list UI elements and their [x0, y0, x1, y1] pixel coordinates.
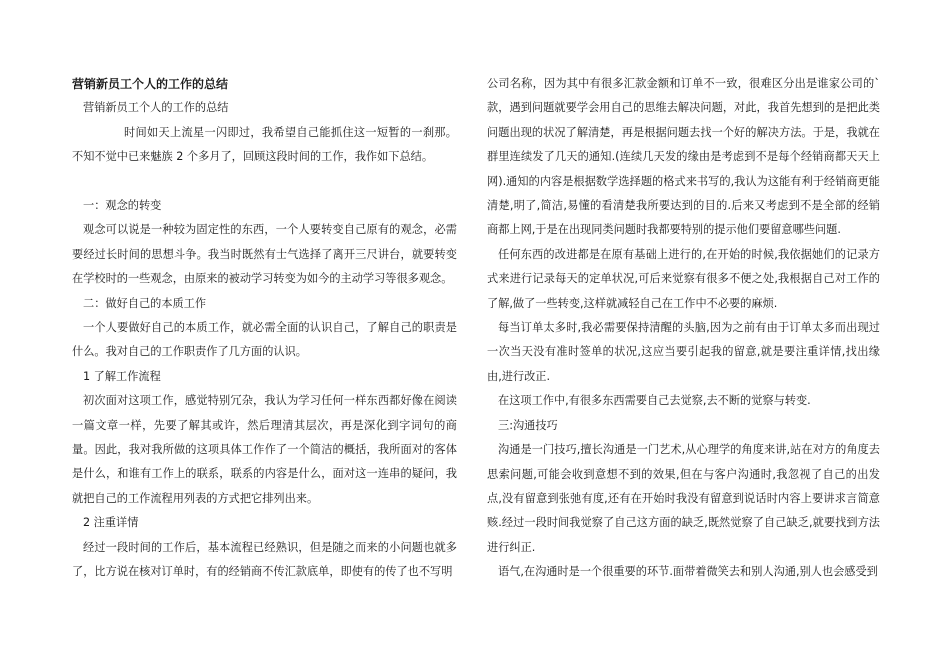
body-paragraph: 每当订单太多时,我必需要保持清醒的头脑,因为之前有由于订单太多而出现过一次当天没有准时签单的状况,这应当要引起我的留意,就是要注重详情,找出缘由,进行改正. — [487, 321, 880, 383]
blank-line — [72, 170, 457, 194]
section-heading-3: 三:沟通技巧 — [498, 418, 558, 432]
body-paragraph: 观念可以说是一种较为固定性的东西，一个人要转变自己原有的观念，必需要经过长时间的思想斗争。我当时既然有士气选择了离开三尺讲台，就要转变在学校时的一些观念，由原来的被动学习转变为如今的主动学习等很多观念。 — [72, 223, 457, 286]
body-paragraph: 沟通是一门技巧,擅长沟通是一门艺术,从心理学的角度来讲,站在对方的角度去思索问题,可能会收到意想不到的效果,但在与客户沟通时,我忽视了自己的出发点,没有留意到张弛有度,还有在开始时我没有留意到说话时内容上要讲求言简意赅.经过一段时间我觉察了自己这方面的缺乏,既然觉察了自己缺乏,就要找到方法进行纠正. — [487, 443, 880, 554]
left-column — [72, 72, 457, 585]
right-column — [487, 72, 880, 585]
body-paragraph: 任何东西的改进都是在原有基础上进行的,在开始的时候,我依据她们的记录方式来进行记录每天的定单状况,可后来觉察有很多不便之处,我根据自己对工作的了解,做了一些转变,这样就减轻自己在工作中不必要的麻烦. — [487, 247, 880, 310]
section-heading-1: 一：观念的转变 — [83, 199, 162, 213]
body-paragraph: 初次面对这项工作，感觉特别冗杂，我认为学习任何一样东西都好像在阅读一篇文章一样，先要了解其或许，然后理清其层次，再是深化到字词句的商量。因此，我对我所做的这项具体工作作了一个简洁的概括，我所面对的客体是什么，和谁有工作上的联系，联系的内容是什么，面对这一连串的疑问，我就把自己的工作流程用列表的方式把它排列出来。 — [72, 394, 457, 505]
intro-paragraph: 时间如天上流星一闪即过，我希望自己能抓住这一短暂的一刹那。不知不觉中已来魅族 2 个多月了，回顾这段时间的工作，我作如下总结。 — [72, 125, 457, 164]
section-heading-2: 二：做好自己的本质工作 — [83, 296, 207, 310]
body-paragraph: 经过一段时间的工作后，基本流程已经熟识，但是随之而来的小问题也就多了，比方说在核对订单时，有的经销商不传汇款底单，即使有的传了也不写明 — [72, 540, 457, 579]
body-paragraph: 在这项工作中,有很多东西需要自己去觉察,去不断的觉察与转变. — [498, 394, 811, 408]
subsection-heading-2: 2 注重详情 — [83, 516, 139, 530]
subtitle-paragraph: 营销新员工个人的工作的总结 — [83, 101, 229, 115]
body-paragraph: 语气,在沟通时是一个很重要的环节.面带着微笑去和别人沟通,别人也会感受到 — [498, 565, 878, 579]
body-paragraph: 公司名称，因为其中有很多汇款金额和订单不一致，很难区分出是谁家公司的`款，遇到问题就要学会用自己的思维去解决问题，对此，我首先想到的是把此类问题出现的状况了解清楚，再是根据问题去找一个好的解决方法。于是，我就在群里连续发了几天的通知.(连续几天发的缘由是考虑到不是每个经销商都天天上网).通知的内容是根据数学选择题的格式来书写的,我认为这能有利于经销商更能清楚,明了,简洁,易懂的看清楚我所要达到的目的.后来又考虑到不是全部的经销商都上网,于是在出现同类问题时我都要特别的提示他们要留意哪些问题. — [487, 77, 880, 237]
subsection-heading-1: 1 了解工作流程 — [83, 369, 161, 383]
document-title: 营销新员工个人的工作的总结 — [72, 77, 229, 91]
body-paragraph: 一个人要做好自己的本质工作，就必需全面的认识自己，了解自己的职责是什么。我对自己的工作职责作了几方面的认识。 — [72, 321, 457, 359]
